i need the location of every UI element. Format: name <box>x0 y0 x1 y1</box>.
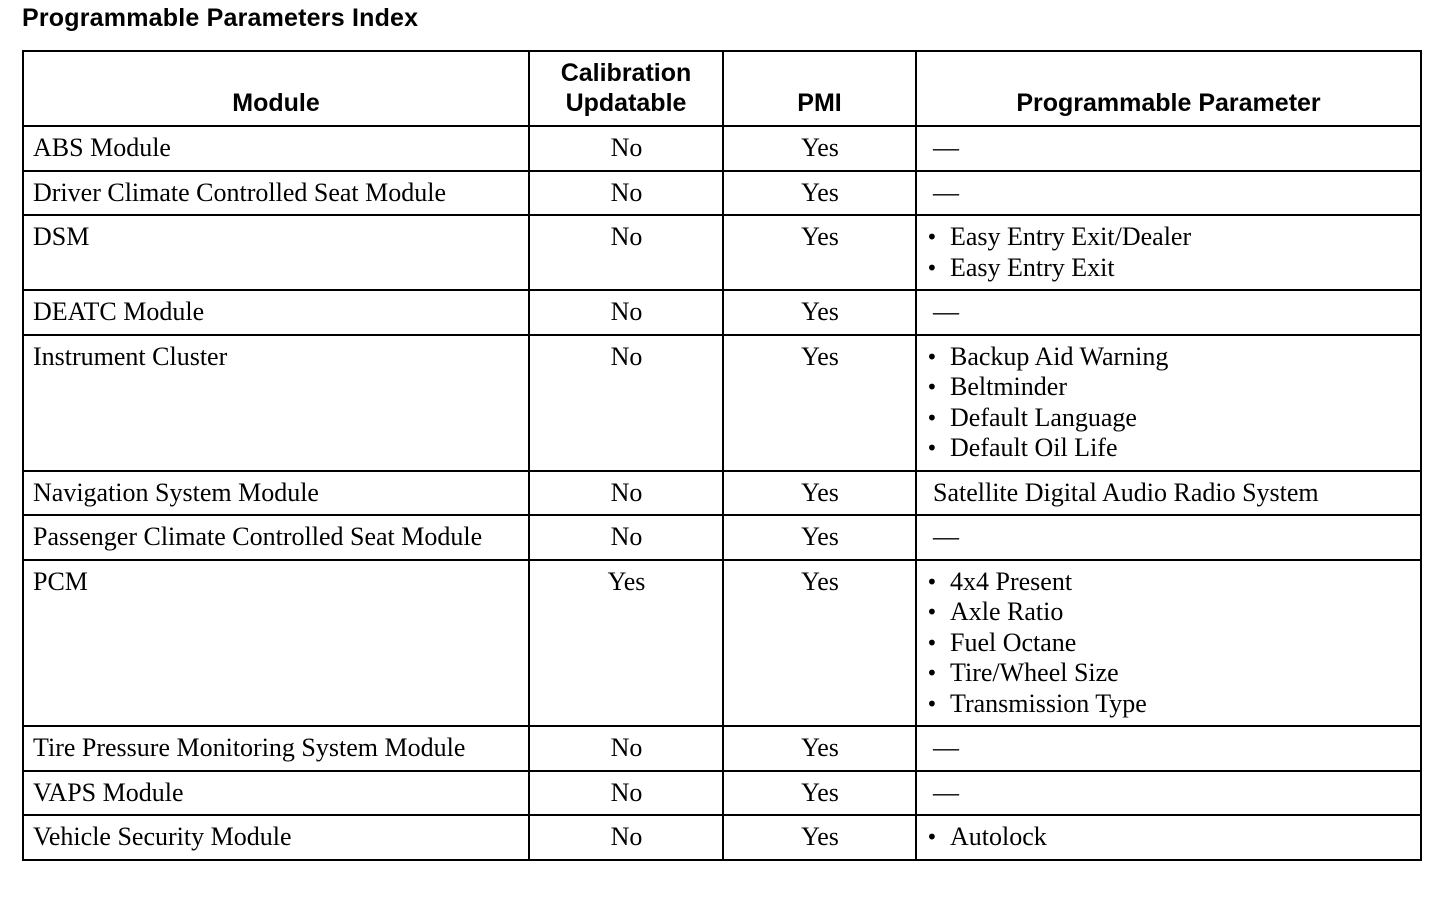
module-cell: Passenger Climate Controlled Seat Module <box>23 515 529 560</box>
pmi-cell: Yes <box>723 126 916 171</box>
page-title: Programmable Parameters Index <box>22 4 419 32</box>
calibration-updatable-cell: No <box>529 515 723 560</box>
calibration-updatable-cell: No <box>529 815 723 860</box>
column-header-programmable-parameter: Programmable Parameter <box>916 51 1421 126</box>
table-row <box>23 515 1421 560</box>
table-row <box>23 215 1421 290</box>
parameter-list-item: • Backup Aid Warning <box>926 342 1412 373</box>
parameter-list-item: • Autolock <box>926 822 1412 853</box>
em-dash: — <box>933 522 959 551</box>
pmi-cell: Yes <box>723 560 916 727</box>
programmable-parameter-cell <box>916 215 1421 290</box>
calibration-updatable-cell: No <box>529 771 723 816</box>
pmi-cell: Yes <box>723 771 916 816</box>
parameter-list-item: • Axle Ratio <box>926 597 1412 628</box>
pmi-cell: Yes <box>723 515 916 560</box>
pmi-cell: Yes <box>723 815 916 860</box>
pmi-cell: Yes <box>723 215 916 290</box>
pmi-cell: Yes <box>723 471 916 516</box>
parameter-list-item: • Transmission Type <box>926 689 1412 720</box>
pmi-cell: Yes <box>723 290 916 335</box>
table-row <box>23 126 1421 171</box>
column-header-module: Module <box>23 51 529 126</box>
programmable-parameter-cell <box>916 815 1421 860</box>
calibration-updatable-cell: No <box>529 726 723 771</box>
calibration-updatable-cell: No <box>529 335 723 471</box>
calibration-updatable-cell: No <box>529 126 723 171</box>
programmable-parameter-cell <box>916 771 1421 816</box>
parameter-text: Satellite Digital Audio Radio System <box>933 477 1319 507</box>
calibration-updatable-cell: No <box>529 471 723 516</box>
parameter-list <box>926 567 1412 720</box>
programmable-parameter-cell <box>916 290 1421 335</box>
calibration-updatable-cell: No <box>529 290 723 335</box>
parameters-table <box>22 50 1422 861</box>
pmi-cell: Yes <box>723 171 916 216</box>
em-dash: — <box>933 177 959 207</box>
parameter-list <box>926 822 1412 853</box>
table-row <box>23 335 1421 471</box>
table-row <box>23 560 1421 727</box>
parameter-list-item: • Easy Entry Exit <box>926 253 1412 284</box>
table-row <box>23 726 1421 771</box>
parameter-list <box>926 222 1412 283</box>
table-row <box>23 771 1421 816</box>
module-cell: Vehicle Security Module <box>23 815 529 860</box>
pmi-cell: Yes <box>723 335 916 471</box>
programmable-parameter-cell <box>916 560 1421 727</box>
programmable-parameter-cell <box>916 515 1421 560</box>
em-dash: — <box>933 777 959 807</box>
programmable-parameter-cell <box>916 335 1421 471</box>
parameter-list-item: • Tire/Wheel Size <box>926 658 1412 689</box>
em-dash: — <box>933 297 959 326</box>
calibration-updatable-cell: Yes <box>529 560 723 727</box>
table-body <box>23 126 1421 860</box>
parameter-list-item: • 4x4 Present <box>926 567 1412 598</box>
programmable-parameter-cell <box>916 126 1421 171</box>
pmi-cell: Yes <box>723 726 916 771</box>
table-row <box>23 171 1421 216</box>
parameter-list-item: • Fuel Octane <box>926 628 1412 659</box>
table-row <box>23 290 1421 335</box>
programmable-parameter-cell <box>916 171 1421 216</box>
programmable-parameter-cell <box>916 471 1421 516</box>
table-header-row <box>23 51 1421 126</box>
parameter-list-item: • Default Oil Life <box>926 433 1412 464</box>
column-header-calibration-updatable: Calibration Updatable <box>529 51 723 126</box>
module-cell: ABS Module <box>23 126 529 171</box>
programmable-parameter-cell <box>916 726 1421 771</box>
module-cell: PCM <box>23 560 529 727</box>
module-cell: Tire Pressure Monitoring System Module <box>23 726 529 771</box>
parameter-list-item: • Easy Entry Exit/Dealer <box>926 222 1412 253</box>
module-cell: DEATC Module <box>23 290 529 335</box>
module-cell: VAPS Module <box>23 771 529 816</box>
parameter-list-item: • Default Language <box>926 403 1412 434</box>
calibration-updatable-cell: No <box>529 215 723 290</box>
table-row <box>23 815 1421 860</box>
module-cell: Instrument Cluster <box>23 335 529 471</box>
calibration-updatable-cell: No <box>529 171 723 216</box>
em-dash: — <box>933 133 959 162</box>
parameter-list-item: • Beltminder <box>926 372 1412 403</box>
module-cell: DSM <box>23 215 529 290</box>
module-cell: Driver Climate Controlled Seat Module <box>23 171 529 216</box>
em-dash: — <box>933 733 959 762</box>
module-cell: Navigation System Module <box>23 471 529 516</box>
table-row <box>23 471 1421 516</box>
parameter-list <box>926 342 1412 464</box>
column-header-pmi: PMI <box>723 51 916 126</box>
